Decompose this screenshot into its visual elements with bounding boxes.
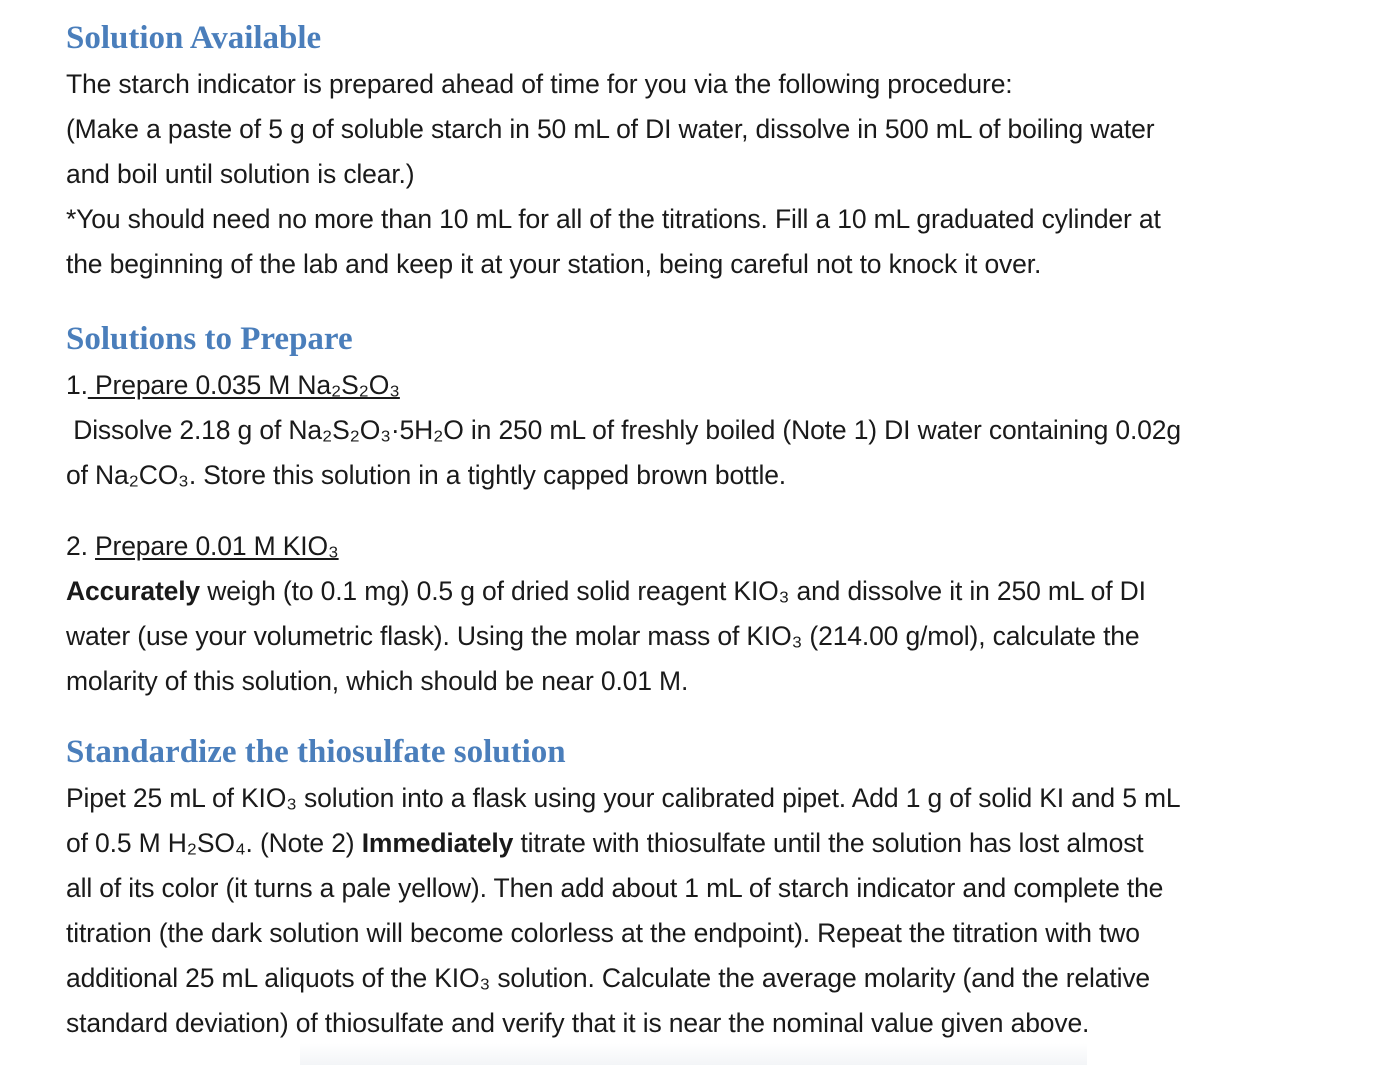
item-1-number: 1.: [66, 370, 88, 400]
item-1-title: [66, 363, 1366, 408]
item-2-line-1-rest: weigh (to 0.1 mg) 0.5 g of dried solid reagent KIO₃ and dissolve it in 250 mL of DI: [200, 576, 1146, 606]
item-2-line-1: [66, 569, 1366, 614]
standardize-line-2: [66, 821, 1366, 866]
spacer: [66, 287, 1366, 315]
heading-solution-available: Solution Available: [66, 20, 322, 56]
starch-note-line-1: *You should need no more than 10 mL for all of the titrations. Fill a 10 mL graduated cylinder at: [66, 204, 1161, 234]
standardize-line-6: standard deviation) of thiosulfate and verify that it is near the nominal value given above.: [66, 1008, 1090, 1038]
item-2-bold-word: Accurately: [66, 576, 201, 606]
standardize-bold-word: Immediately: [361, 828, 514, 858]
starch-note-line-2: the beginning of the lab and keep it at your station, being careful not to knock it over.: [66, 249, 1042, 279]
document-page: [66, 14, 1366, 1046]
starch-procedure-line-1: (Make a paste of 5 g of soluble starch in 50 mL of DI water, dissolve in 500 mL of boiling water: [66, 114, 1155, 144]
starch-procedure-line-2: and boil until solution is clear.): [66, 159, 415, 189]
standardize-line-1: Pipet 25 mL of KIO₃ solution into a flask using your calibrated pipet. Add 1 g of solid KI and 5 mL: [66, 783, 1181, 813]
item-1-title-text: Prepare 0.035 M Na₂S₂O₃: [87, 370, 400, 400]
starch-intro-text: The starch indicator is prepared ahead of time for you via the following procedure:: [66, 69, 1013, 99]
standardize-line-2-pre: of 0.5 M H₂SO₄. (Note 2): [66, 828, 362, 858]
standardize-line-4: titration (the dark solution will become colorless at the endpoint). Repeat the titration with two: [66, 918, 1140, 948]
standardize-line-5: additional 25 mL aliquots of the KIO₃ solution. Calculate the average molarity (and the relative: [66, 963, 1151, 993]
item-2-line-2: water (use your volumetric flask). Using the molar mass of KIO₃ (214.00 g/mol), calculate the: [66, 621, 1140, 651]
heading-standardize: Standardize the thiosulfate solution: [66, 734, 566, 770]
page-shadow: [300, 1043, 1087, 1065]
spacer: [66, 704, 1366, 728]
spacer: [66, 498, 1366, 524]
item-2-title: [66, 524, 1366, 569]
item-2-number: 2.: [66, 531, 96, 561]
item-1-line-1: Dissolve 2.18 g of Na₂S₂O₃·5H₂O in 250 mL of freshly boiled (Note 1) DI water containing 0.02g: [66, 415, 1181, 445]
item-1-line-2: of Na₂CO₃. Store this solution in a tightly capped brown bottle.: [66, 460, 787, 490]
standardize-line-2-post: titrate with thiosulfate until the solution has lost almost: [513, 828, 1144, 858]
heading-solutions-to-prepare: Solutions to Prepare: [66, 321, 353, 357]
standardize-line-3: all of its color (it turns a pale yellow). Then add about 1 mL of starch indicator and complete the: [66, 873, 1164, 903]
item-2-line-3: molarity of this solution, which should be near 0.01 M.: [66, 666, 689, 696]
item-2-title-text: Prepare 0.01 M KIO₃: [95, 531, 339, 561]
